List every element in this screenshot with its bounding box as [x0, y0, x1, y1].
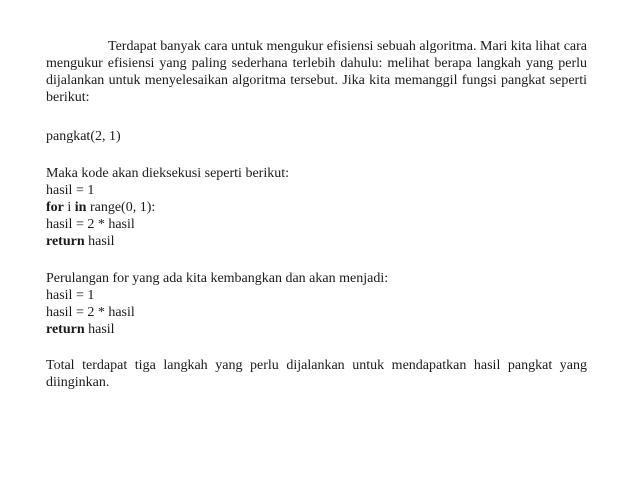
code-line-assign: hasil = 1: [46, 288, 95, 303]
in-keyword: in: [74, 200, 87, 215]
return-value: hasil: [84, 322, 115, 337]
execution-block: [46, 165, 587, 250]
return-keyword: return: [46, 234, 85, 249]
range-expression: range(0, 1):: [86, 200, 156, 215]
return-value: hasil: [84, 234, 115, 249]
execution-heading: Maka kode akan dieksekusi seperti berikut:: [46, 166, 289, 181]
code-line-return: [46, 321, 587, 338]
loop-variable: i: [63, 200, 75, 215]
unrolled-heading: Perulangan for yang ada kita kembangkan dan akan menjadi:: [46, 271, 389, 286]
unrolled-block: [46, 270, 587, 338]
function-call-line: pangkat(2, 1): [46, 129, 121, 144]
for-keyword: for: [46, 200, 64, 215]
spacer: [46, 145, 587, 165]
spacer: [46, 338, 587, 357]
document-body: [46, 38, 587, 391]
code-line-return: [46, 233, 587, 250]
return-keyword: return: [46, 322, 85, 337]
intro-paragraph: Terdapat banyak cara untuk mengukur efisiensi sebuah algoritma. Mari kita lihat cara mengukur efisiensi yang paling sederhana terlebih dahulu: melihat berapa langkah yang perlu dijalankan untuk menyelesaikan algoritma tersebut. Jika kita memanggil fungsi pangkat seperti berikut:: [46, 39, 587, 105]
code-line-multiply: hasil = 2 * hasil: [46, 217, 135, 232]
conclusion-paragraph: Total terdapat tiga langkah yang perlu dijalankan untuk mendapatkan hasil pangkat yang diinginkan.: [46, 358, 587, 390]
code-line-assign: hasil = 1: [46, 183, 95, 198]
code-line-for: [46, 199, 587, 216]
spacer: [46, 250, 587, 270]
code-line-multiply: hasil = 2 * hasil: [46, 305, 135, 320]
spacer: [46, 106, 587, 128]
